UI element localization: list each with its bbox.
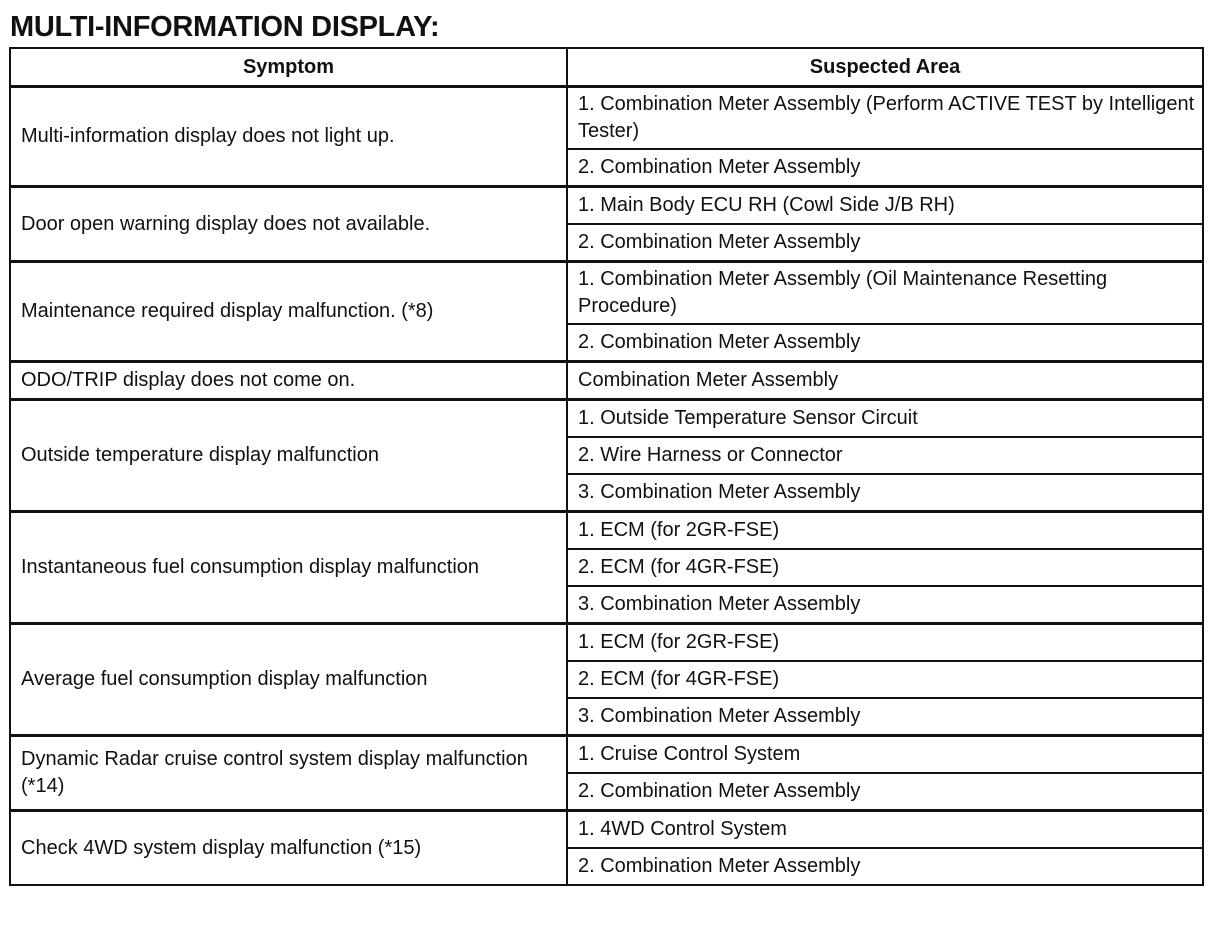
symptom-cell: Multi-information display does not light up.: [10, 87, 567, 187]
symptom-column-header: Symptom: [10, 48, 567, 87]
suspected-area-cell: 2. Combination Meter Assembly: [567, 149, 1203, 187]
table-row: [10, 362, 1203, 400]
table-row: [10, 512, 1203, 550]
symptom-cell: Outside temperature display malfunction: [10, 400, 567, 512]
suspected-area-column-header: Suspected Area: [567, 48, 1203, 87]
page-title: MULTI-INFORMATION DISPLAY:: [10, 11, 440, 43]
table-row: [10, 736, 1203, 774]
suspected-area-cell: 3. Combination Meter Assembly: [567, 586, 1203, 624]
symptom-cell: Instantaneous fuel consumption display malfunction: [10, 512, 567, 624]
suspected-area-cell: 1. ECM (for 2GR-FSE): [567, 512, 1203, 550]
suspected-area-cell: 2. Combination Meter Assembly: [567, 224, 1203, 262]
suspected-area-cell: 2. Combination Meter Assembly: [567, 773, 1203, 811]
suspected-area-cell: 1. Outside Temperature Sensor Circuit: [567, 400, 1203, 438]
symptom-cell: ODO/TRIP display does not come on.: [10, 362, 567, 400]
symptom-cell: Dynamic Radar cruise control system display malfunction (*14): [10, 736, 567, 811]
table-row: [10, 624, 1203, 662]
suspected-area-cell: 1. Cruise Control System: [567, 736, 1203, 774]
suspected-area-cell: 1. ECM (for 2GR-FSE): [567, 624, 1203, 662]
diagnosis-table: [9, 47, 1204, 886]
suspected-area-cell: 3. Combination Meter Assembly: [567, 474, 1203, 512]
suspected-area-cell: 2. Wire Harness or Connector: [567, 437, 1203, 474]
table-row: [10, 262, 1203, 325]
table-row: [10, 400, 1203, 438]
suspected-area-cell: 1. Combination Meter Assembly (Oil Maintenance Resetting Procedure): [567, 262, 1203, 325]
table-row: [10, 187, 1203, 225]
symptom-cell: Door open warning display does not available.: [10, 187, 567, 262]
table-header-row: [10, 48, 1203, 87]
table-row: [10, 87, 1203, 150]
table-body: [10, 87, 1203, 886]
suspected-area-cell: 1. Combination Meter Assembly (Perform ACTIVE TEST by Intelligent Tester): [567, 87, 1203, 150]
suspected-area-cell: 2. Combination Meter Assembly: [567, 848, 1203, 885]
symptom-cell: Maintenance required display malfunction. (*8): [10, 262, 567, 362]
table-row: [10, 811, 1203, 849]
suspected-area-cell: 3. Combination Meter Assembly: [567, 698, 1203, 736]
suspected-area-cell: 1. Main Body ECU RH (Cowl Side J/B RH): [567, 187, 1203, 225]
suspected-area-cell: 2. ECM (for 4GR-FSE): [567, 661, 1203, 698]
symptom-cell: Average fuel consumption display malfunction: [10, 624, 567, 736]
suspected-area-cell: 2. Combination Meter Assembly: [567, 324, 1203, 362]
suspected-area-cell: 1. 4WD Control System: [567, 811, 1203, 849]
suspected-area-cell: 2. ECM (for 4GR-FSE): [567, 549, 1203, 586]
suspected-area-cell: Combination Meter Assembly: [567, 362, 1203, 400]
symptom-cell: Check 4WD system display malfunction (*15): [10, 811, 567, 886]
